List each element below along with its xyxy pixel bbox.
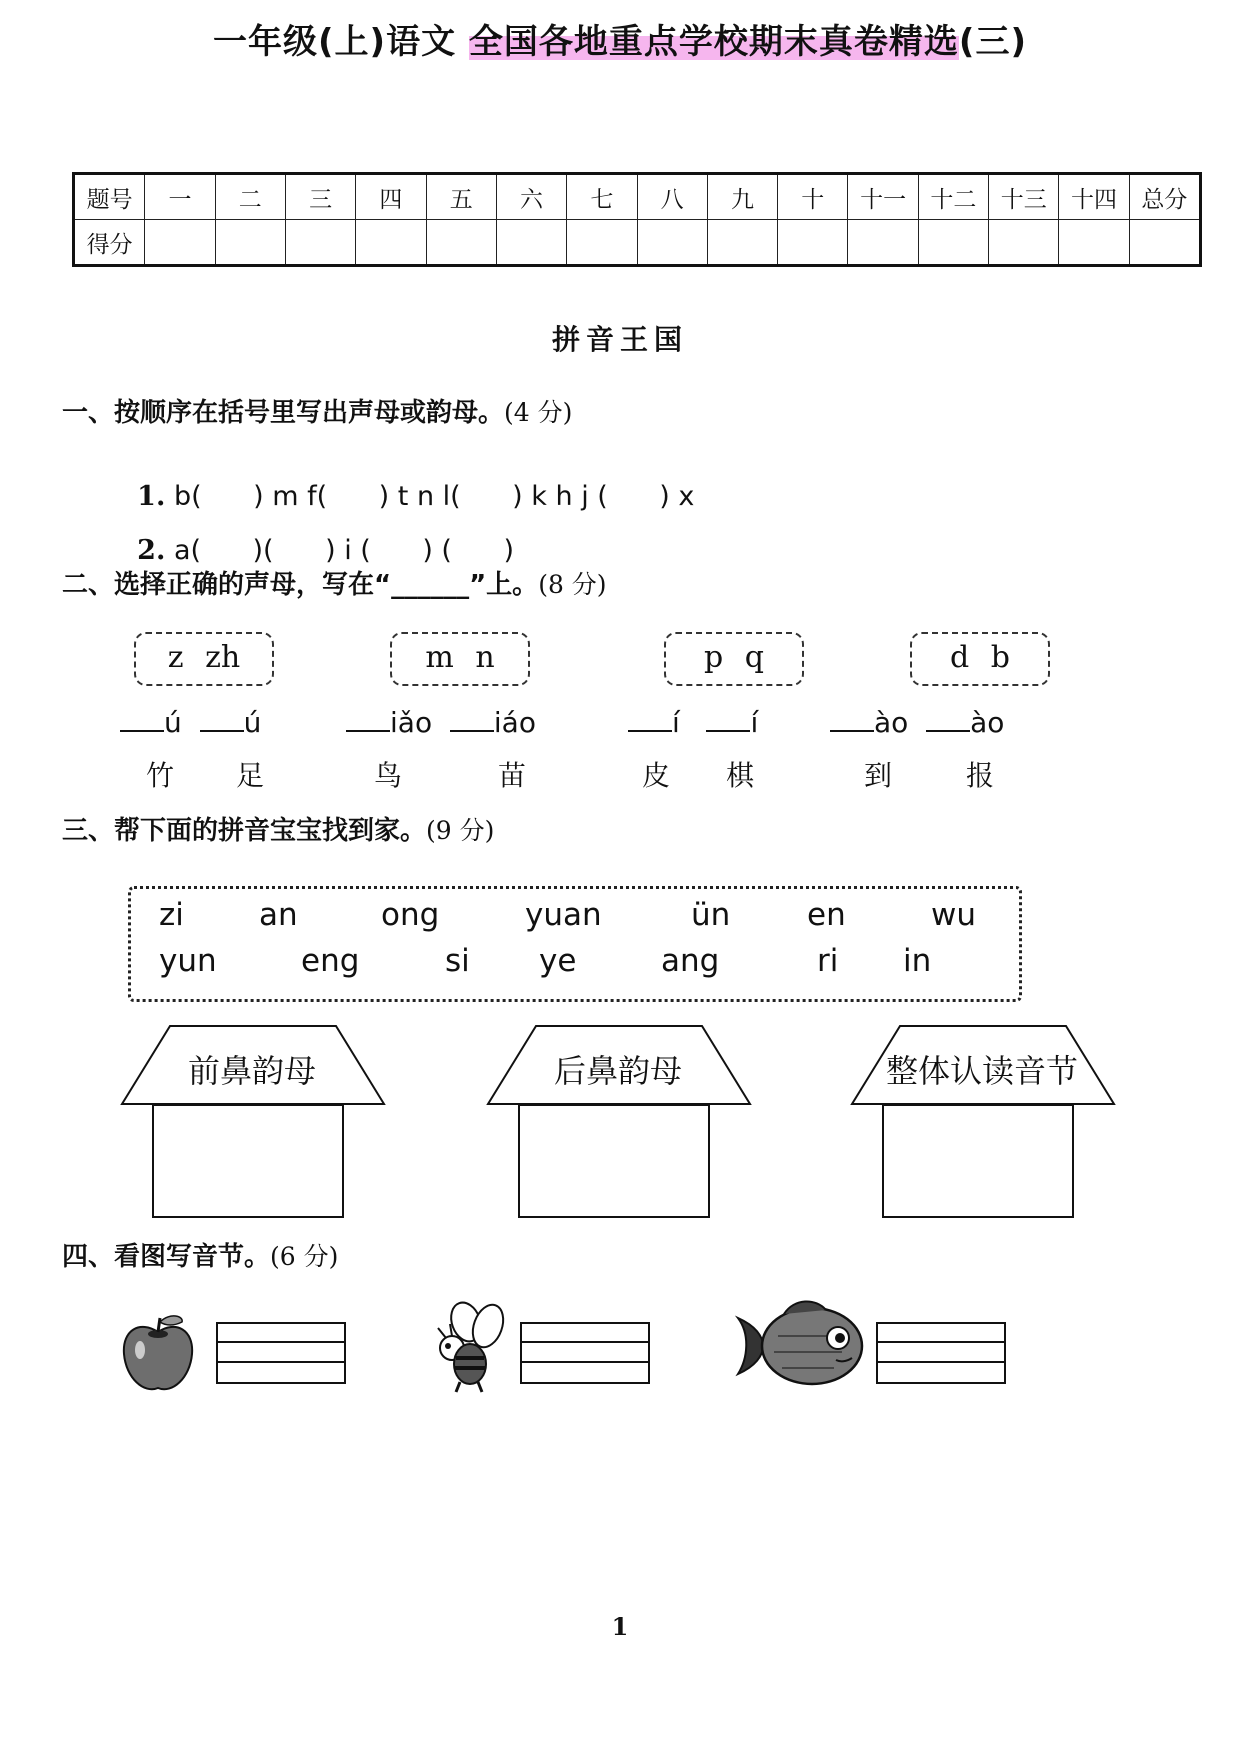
answer-blank[interactable]: [830, 700, 874, 732]
score-cell[interactable]: [145, 220, 215, 266]
question-4-points: (6 分): [270, 1242, 339, 1271]
question-3-heading: 三、帮下面的拼音宝宝找到家。(9 分): [62, 816, 495, 846]
answer-blank[interactable]: [450, 700, 494, 732]
fish-icon: [734, 1296, 864, 1394]
question-3-points: (9 分): [426, 816, 495, 845]
row-label: 得分: [74, 220, 145, 266]
score-table-score-row: [74, 220, 1201, 266]
header-cell: 十三: [989, 174, 1059, 220]
page-number: 1: [611, 1612, 629, 1641]
answer-blank[interactable]: [120, 700, 164, 732]
header-cell: 一: [145, 174, 215, 220]
house-drop-zone[interactable]: [882, 1104, 1074, 1218]
question-1-heading: 一、按顺序在括号里写出声母或韵母。(4 分): [62, 398, 573, 428]
header-cell: 十二: [918, 174, 988, 220]
score-cell[interactable]: [778, 220, 848, 266]
blank-row: ú ú: [120, 700, 261, 739]
pinyin-card[interactable]: ün: [691, 897, 731, 933]
answer-blank[interactable]: [706, 700, 750, 732]
header-cell: 十四: [1059, 174, 1129, 220]
initial-pair-box: d b: [910, 632, 1050, 686]
header-cell: 二: [215, 174, 285, 220]
initial-pair-box: m n: [390, 632, 530, 686]
pinyin-card[interactable]: yun: [159, 943, 217, 979]
score-cell[interactable]: [1129, 220, 1200, 266]
initial-pair-box: z zh: [134, 632, 274, 686]
pinyin-card[interactable]: yuan: [525, 897, 602, 933]
pinyin-card[interactable]: si: [445, 943, 470, 979]
blank-row: í í: [628, 700, 758, 739]
house-drop-zone[interactable]: [518, 1104, 710, 1218]
question-1-line-2: 2. a( )( ) i ( ) ( ): [137, 535, 514, 566]
score-cell[interactable]: [496, 220, 566, 266]
answer-blank[interactable]: [628, 700, 672, 732]
pinyin-card[interactable]: ong: [381, 897, 440, 933]
question-4-heading: 四、看图写音节。(6 分): [62, 1242, 339, 1272]
syllable-writing-box[interactable]: [876, 1322, 1006, 1384]
header-cell: 总分: [1129, 174, 1200, 220]
page-title: 一年级(上)语文 全国各地重点学校期末真卷精选(三): [213, 22, 1027, 62]
header-cell: 三: [285, 174, 355, 220]
score-table-header-row: [74, 174, 1201, 220]
question-1-points: (4 分): [504, 398, 573, 427]
house-drop-zone[interactable]: [152, 1104, 344, 1218]
syllable-writing-box[interactable]: [216, 1322, 346, 1384]
pinyin-card[interactable]: ang: [661, 943, 720, 979]
score-cell[interactable]: [426, 220, 496, 266]
header-cell: 十一: [848, 174, 918, 220]
score-cell[interactable]: [707, 220, 777, 266]
score-cell[interactable]: [356, 220, 426, 266]
score-cell[interactable]: [567, 220, 637, 266]
house-label-front-nasal: 前鼻韵母: [187, 1052, 316, 1090]
score-cell[interactable]: [215, 220, 285, 266]
title-highlight: 全国各地重点学校期末真卷精选: [468, 22, 959, 62]
hanzi-label: 皮: [642, 759, 671, 792]
initial-pair-box: p q: [664, 632, 804, 686]
hanzi-label: 到: [864, 759, 893, 792]
score-cell[interactable]: [918, 220, 988, 266]
blank-row: iǎo iáo: [346, 700, 536, 739]
pinyin-card[interactable]: ye: [539, 943, 577, 979]
score-cell[interactable]: [637, 220, 707, 266]
header-cell: 五: [426, 174, 496, 220]
pinyin-card[interactable]: wu: [931, 897, 977, 933]
hanzi-label: 棋: [726, 759, 755, 792]
blank-row: ào ào: [830, 700, 1004, 739]
score-cell[interactable]: [1059, 220, 1129, 266]
header-cell: 七: [567, 174, 637, 220]
question-2-points: (8 分): [538, 570, 607, 599]
header-cell: 九: [707, 174, 777, 220]
section-title: 拼音王国: [551, 323, 688, 356]
answer-blank[interactable]: [200, 700, 244, 732]
house-label-whole-syllable: 整体认读音节: [885, 1052, 1078, 1090]
pinyin-card[interactable]: in: [903, 943, 932, 979]
question-1-line-1: 1. b( ) m f( ) t n l( ) k h j ( ) x: [137, 481, 695, 512]
header-cell: 十: [778, 174, 848, 220]
pinyin-bank: [128, 886, 1022, 1002]
pinyin-card[interactable]: zi: [159, 897, 184, 933]
hanzi-label: 竹: [146, 759, 175, 792]
hanzi-label: 报: [966, 759, 995, 792]
pinyin-card[interactable]: en: [807, 897, 846, 933]
row-label: 题号: [74, 174, 145, 220]
score-table: [72, 172, 1202, 267]
score-cell[interactable]: [989, 220, 1059, 266]
hanzi-label: 苗: [498, 759, 527, 792]
pinyin-card[interactable]: an: [259, 897, 298, 933]
pinyin-card[interactable]: ri: [817, 943, 839, 979]
hanzi-label: 鸟: [374, 759, 403, 792]
answer-blank[interactable]: [346, 700, 390, 732]
apple-icon: [118, 1310, 198, 1394]
header-cell: 四: [356, 174, 426, 220]
header-cell: 六: [496, 174, 566, 220]
answer-blank[interactable]: [926, 700, 970, 732]
hanzi-label: 足: [236, 759, 265, 792]
syllable-writing-box[interactable]: [520, 1322, 650, 1384]
house-label-back-nasal: 后鼻韵母: [553, 1052, 682, 1090]
question-2-heading: 二、选择正确的声母，写在“______”上。(8 分): [62, 570, 607, 600]
score-cell[interactable]: [848, 220, 918, 266]
header-cell: 八: [637, 174, 707, 220]
pinyin-card[interactable]: eng: [301, 943, 360, 979]
bee-icon: [428, 1296, 512, 1396]
score-cell[interactable]: [285, 220, 355, 266]
